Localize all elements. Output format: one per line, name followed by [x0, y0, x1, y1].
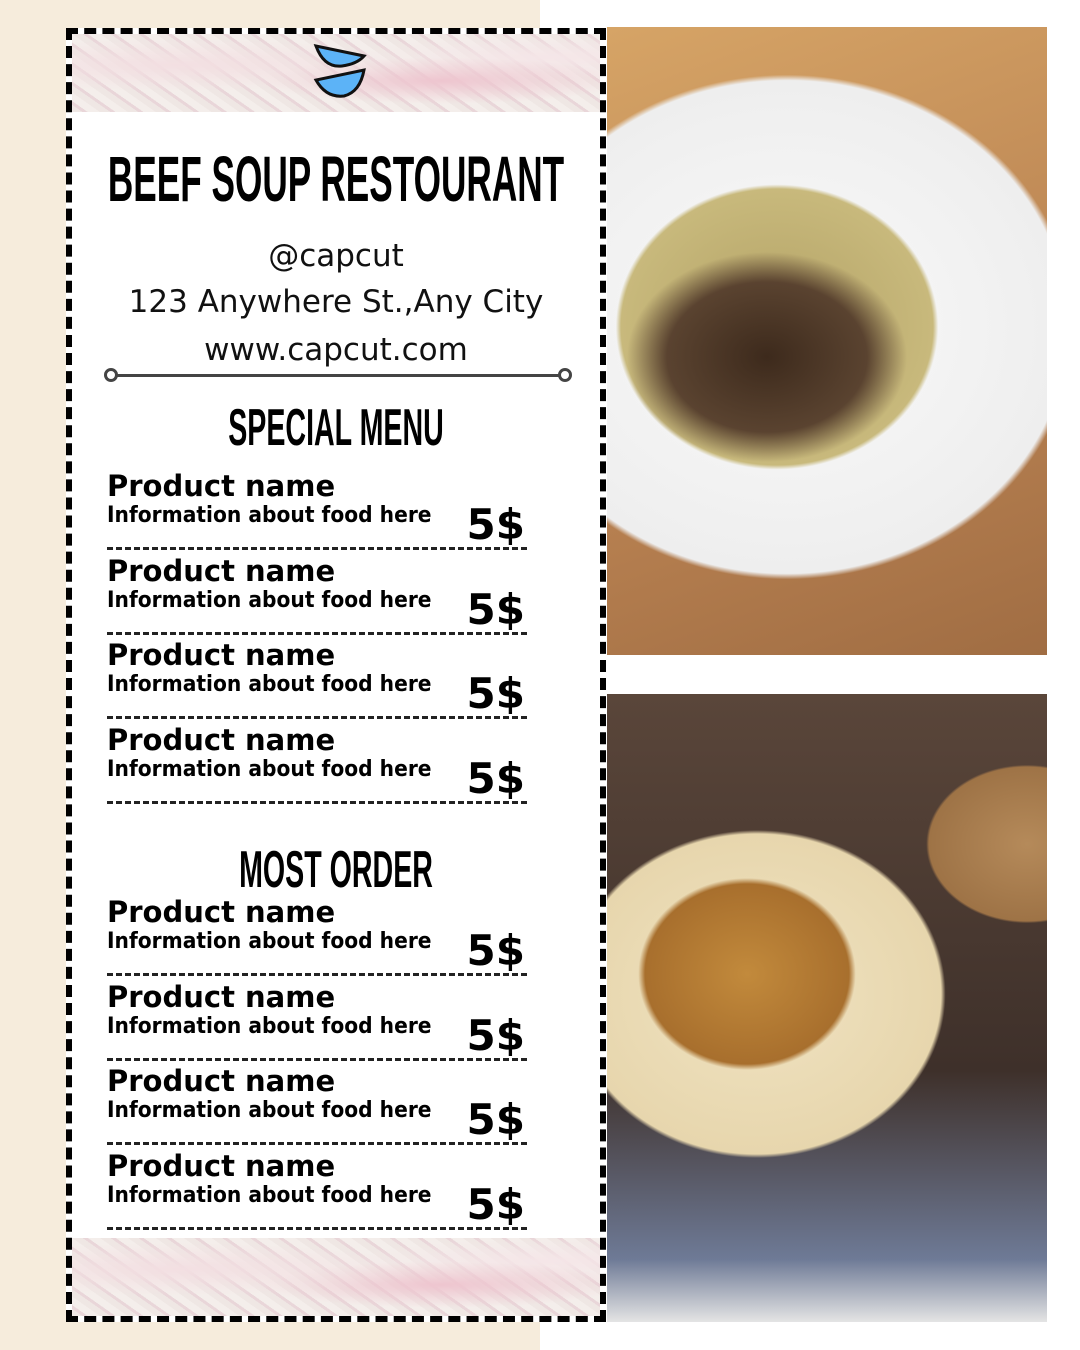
- product-name: Product name: [107, 979, 336, 1014]
- product-name: Product name: [107, 895, 336, 929]
- product-price: 5$: [466, 926, 525, 975]
- product-info: Information about food here: [107, 1013, 432, 1039]
- product-name: Product name: [107, 638, 336, 672]
- product-name: Product name: [107, 553, 336, 588]
- product-price: 5$: [466, 669, 525, 718]
- texture-band-bottom: [72, 1238, 600, 1316]
- product-name: Product name: [107, 1148, 336, 1183]
- menu-item: [107, 639, 527, 719]
- address: 123 Anywhere St.,Any City: [128, 284, 544, 320]
- product-info: Information about food here: [107, 1098, 432, 1123]
- menu-item: [107, 1065, 527, 1145]
- product-name: Product name: [107, 469, 336, 503]
- product-price: 5$: [466, 1010, 525, 1060]
- product-info: Information about food here: [107, 672, 432, 697]
- menu-item: [107, 724, 527, 804]
- product-info: Information about food here: [107, 929, 432, 954]
- product-price: 5$: [466, 1179, 525, 1229]
- most-order-title: MOST ORDER: [239, 841, 433, 899]
- product-info: Information about food here: [107, 587, 432, 613]
- special-menu-title: SPECIAL MENU: [228, 399, 444, 457]
- website[interactable]: www.capcut.com: [204, 332, 468, 368]
- menu-item: [107, 1150, 527, 1230]
- menu-item: [107, 896, 527, 976]
- product-name: Product name: [107, 1064, 336, 1098]
- product-price: 5$: [466, 584, 525, 634]
- product-info: Information about food here: [107, 503, 432, 528]
- product-price: 5$: [466, 753, 525, 803]
- product-price: 5$: [466, 1095, 525, 1144]
- logo-bowls-icon: [312, 42, 372, 102]
- product-price: 5$: [466, 500, 525, 549]
- menu-item: [107, 470, 527, 550]
- product-info: Information about food here: [107, 756, 432, 782]
- vegetable-soup-photo: [607, 694, 1047, 1322]
- beef-soup-photo: [607, 27, 1047, 655]
- menu-item: [107, 555, 527, 635]
- menu-card: [66, 28, 606, 1322]
- product-name: Product name: [107, 722, 336, 757]
- menu-item: [107, 981, 527, 1061]
- product-info: Information about food here: [107, 1182, 432, 1208]
- handle: @capcut: [268, 238, 404, 274]
- restaurant-title: BEEF SOUP RESTOURANT: [107, 143, 565, 215]
- divider: [112, 374, 564, 377]
